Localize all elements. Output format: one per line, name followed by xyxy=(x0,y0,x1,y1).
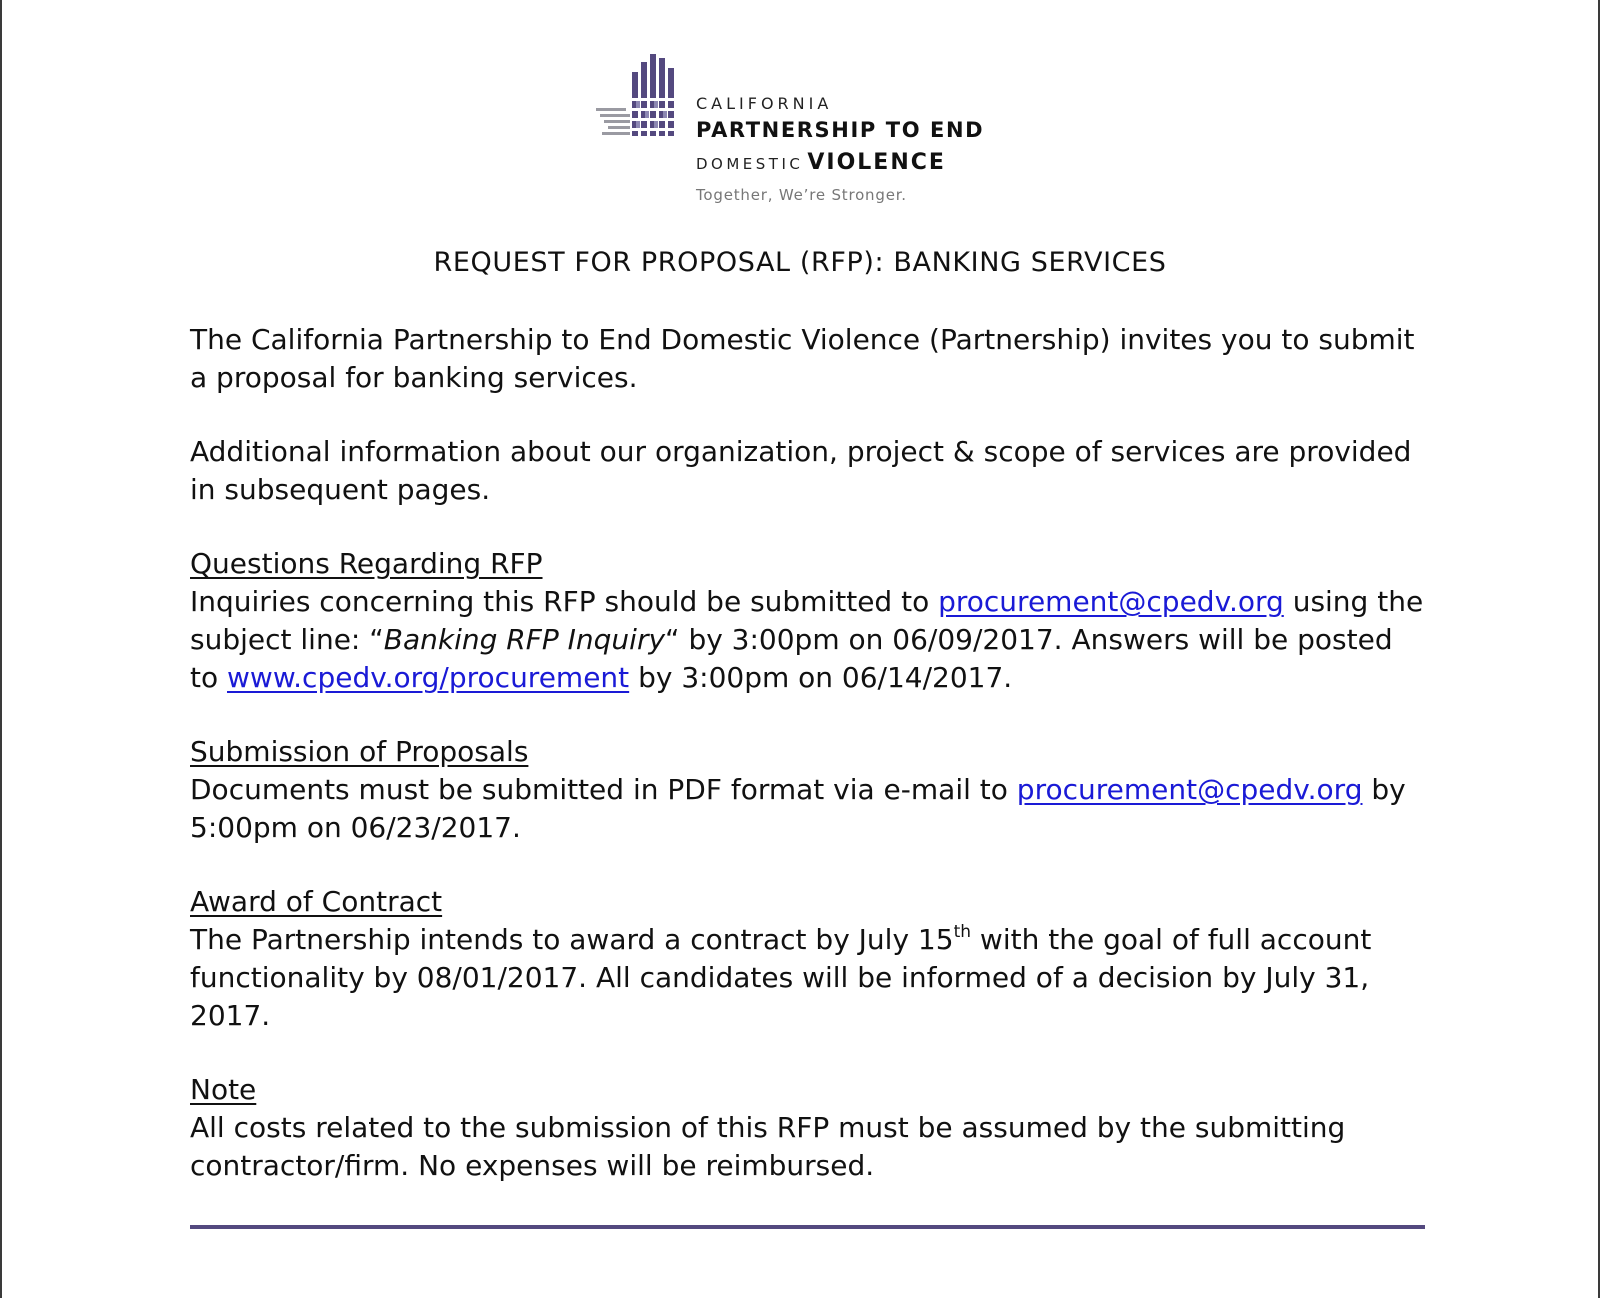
organization-logo xyxy=(596,52,1016,212)
award-heading: Award of Contract xyxy=(190,885,443,918)
submission-text-2: by 5:00pm on 06/23/2017. xyxy=(190,773,1406,844)
procurement-url-link[interactable]: www.cpedv.org/procurement xyxy=(227,661,630,694)
page-border-left xyxy=(0,0,2,1298)
note-heading: Note xyxy=(190,1073,257,1106)
questions-email-link[interactable]: procurement@cpedv.org xyxy=(938,585,1284,618)
submission-paragraph xyxy=(190,771,1425,847)
questions-text-2: using the subject line: “ xyxy=(190,585,1424,656)
hands-logo-icon xyxy=(596,52,696,152)
award-text-2: with the goal of full account functionality by 08/01/2017. All candidates will be informed of a decision by July 31, 2017. xyxy=(190,923,1372,1032)
intro-paragraph-2: Additional information about our organization, project & scope of services are provided in subsequent pages. xyxy=(190,435,1412,506)
logo-tagline: Together, We’re Stronger. xyxy=(696,186,907,204)
logo-line-california: CALIFORNIA xyxy=(696,94,833,113)
logo-word-domestic: DOMESTIC xyxy=(696,155,804,173)
questions-subject-line: Banking RFP Inquiry xyxy=(383,623,666,656)
intro-paragraph-1: The California Partnership to End Domestic Violence (Partnership) invites you to submit a proposal for banking services. xyxy=(190,323,1415,394)
footer-divider xyxy=(190,1225,1425,1229)
submission-heading: Submission of Proposals xyxy=(190,735,529,768)
note-section xyxy=(190,1071,1425,1185)
questions-section xyxy=(190,545,1425,697)
logo-line-domestic-violence xyxy=(696,150,946,175)
questions-paragraph xyxy=(190,583,1425,697)
note-paragraph: All costs related to the submission of this RFP must be assumed by the submitting contractor/firm. No expenses will be reimbursed. xyxy=(190,1111,1346,1182)
questions-heading: Questions Regarding RFP xyxy=(190,547,543,580)
questions-text-4: by 3:00pm on 06/14/2017. xyxy=(629,661,1013,694)
award-text-1: The Partnership intends to award a contract by July 15 xyxy=(190,923,954,956)
submission-email-link[interactable]: procurement@cpedv.org xyxy=(1016,773,1363,806)
logo-line-partnership: PARTNERSHIP TO END xyxy=(696,118,985,142)
questions-text-1: Inquiries concerning this RFP should be submitted to xyxy=(190,585,939,618)
award-section xyxy=(190,883,1425,1035)
logo-word-violence: VIOLENCE xyxy=(807,150,946,175)
questions-text-3: “ by 3:00pm on 06/09/2017. Answers will be posted to xyxy=(190,623,1393,694)
document-title: REQUEST FOR PROPOSAL (RFP): BANKING SERVICES xyxy=(433,247,1167,278)
award-superscript: th xyxy=(953,922,972,942)
submission-text-1: Documents must be submitted in PDF format via e-mail to xyxy=(190,773,1017,806)
award-paragraph xyxy=(190,921,1425,1035)
submission-section xyxy=(190,733,1425,847)
document-body xyxy=(190,321,1425,1221)
